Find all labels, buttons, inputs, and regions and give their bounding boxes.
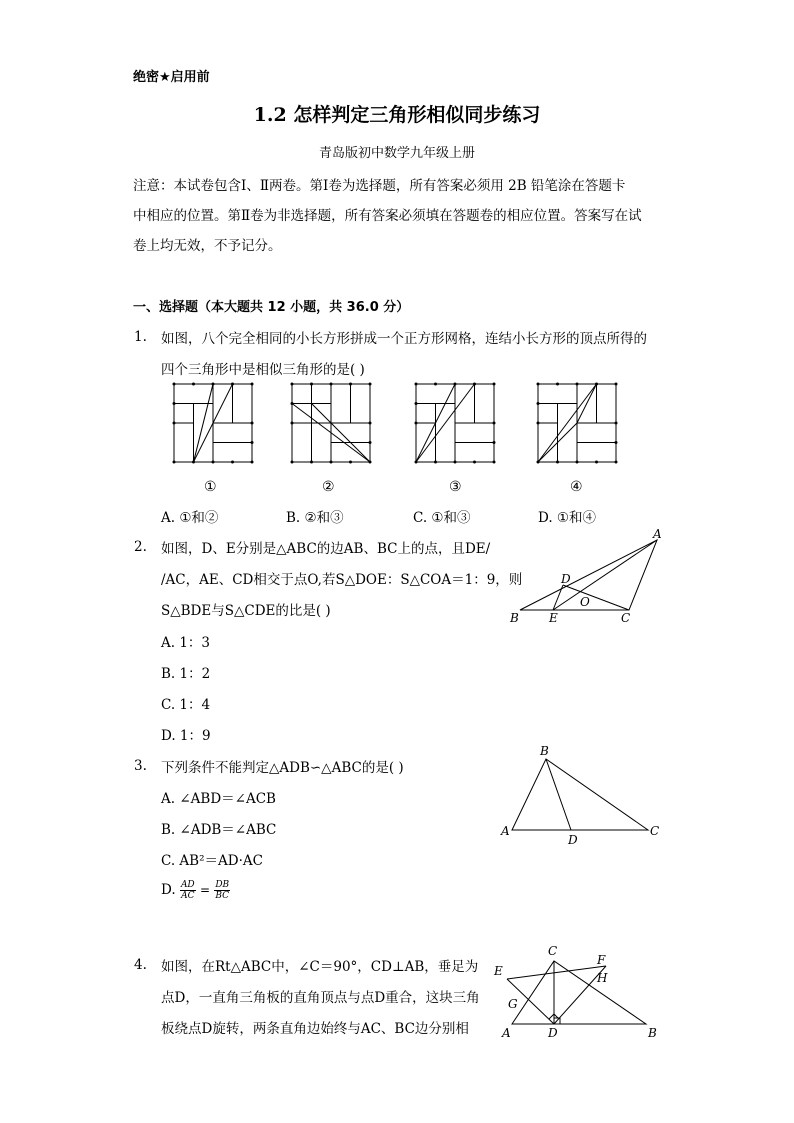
q2-label-o: O [580,595,590,609]
q3-fraction-numerator-2: DB [215,880,230,890]
q1-number: 1. [134,329,147,345]
q3-label-d: D [568,833,578,847]
q1-figure-label-1: ① [204,479,217,495]
q2-label-b: B [510,611,519,625]
page-title: 1.2 怎样判定三角形相似同步练习 [253,104,541,126]
q2-option-a[interactable]: A. 1：3 [161,635,211,651]
q3-option-b[interactable]: B. ∠ADB＝∠ABC [161,822,277,838]
q2-option-d[interactable]: D. 1：9 [161,728,211,744]
q2-stem-line-2: /AC，AE、CD相交于点O,若S△DOE：S△COA＝1：9，则 [161,572,523,588]
q3-fraction-ad-ac [180,880,196,901]
q2-label-a: A [653,527,662,541]
q2-option-c[interactable]: C. 1：4 [161,697,211,713]
q3-stem: 下列条件不能判定△ADB∽△ABC的是( ) [161,760,404,776]
q4-stem-line-3: 板绕点D旋转，两条直角边始终与AC、BC边分别相 [161,1021,469,1037]
q1-figure-1 [174,384,254,464]
q4-label-h: H [597,971,608,985]
q2-label-e: E [549,611,558,625]
q1-figure-label-4: ④ [570,479,583,495]
q4-label-c: C [548,944,558,958]
q4-stem-line-2: 点D，一直角三角板的直角顶点与点D重合，这块三角 [161,990,480,1006]
q2-label-d: D [561,572,571,586]
q4-label-b: B [648,1026,657,1040]
page-subtitle: 青岛版初中数学九年级上册 [318,146,475,161]
q1-figure-label-3: ③ [449,479,462,495]
q3-option-a[interactable]: A. ∠ABD＝∠ACB [161,791,276,807]
q2-option-b[interactable]: B. 1：2 [161,666,211,682]
section-heading: 一、选择题（本大题共 12 小题，共 36.0 分） [133,300,410,315]
q1-stem-line-1: 如图，八个完全相同的小长方形拼成一个正方形网格，连结小长方形的顶点所得的 [161,331,647,347]
q3-fraction-numerator-1: AD [180,880,195,890]
q3-fraction-denominator-2: BC [215,891,230,901]
q4-triangle-figure [494,940,669,1050]
q3-number: 3. [134,758,147,774]
q1-figure-3 [416,384,496,464]
q3-label-a: A [501,824,510,838]
q4-label-d: D [548,1026,558,1040]
q1-figure-label-2: ② [322,479,335,495]
q2-label-c: C [621,611,631,625]
q3-option-d[interactable] [161,880,230,901]
secret-label: 绝密★启用前 [133,70,210,85]
q4-number: 4. [134,957,147,973]
notice-line-1: 注意：本试卷包含Ⅰ、Ⅱ两卷。第Ⅰ卷为选择题，所有答案必须用 2B 铅笔涂在答题卡 [133,178,626,194]
q3-fraction-equals: = [199,883,211,897]
q1-option-c[interactable]: C. ①和③ [413,510,471,526]
q4-label-g: G [508,997,518,1011]
q3-label-b: B [540,744,549,758]
q4-label-a: A [502,1026,511,1040]
q3-option-c[interactable]: C. AB²＝AD·AC [161,853,263,869]
notice-line-3: 卷上均无效，不予记分。 [133,238,282,254]
q1-figure-2 [292,384,372,464]
q1-option-b[interactable]: B. ②和③ [286,510,344,526]
q3-fraction-denominator-1: AC [181,891,195,901]
q2-stem-line-3: S△BDE与S△CDE的比是( ) [161,603,331,619]
q2-number: 2. [134,539,147,555]
q4-label-e: E [494,964,503,978]
notice-line-2: 中相应的位置。第Ⅱ卷为非选择题，所有答案必须填在答题卷的相应位置。答案写在试 [133,208,642,224]
q3-option-d-prefix: D. [161,882,176,898]
q3-triangle-figure [500,742,670,852]
q1-stem-line-2: 四个三角形中是相似三角形的是( ) [161,362,365,378]
q1-figure-4 [538,384,618,464]
q1-option-d[interactable]: D. ①和④ [538,510,597,526]
q4-stem-line-1: 如图，在Rt△ABC中，∠C＝90°，CD⊥AB，垂足为 [161,959,479,975]
q3-label-c: C [650,824,660,838]
q4-label-f: F [597,953,606,967]
q2-triangle-figure [505,528,675,628]
q2-stem-line-1: 如图，D、E分别是△ABC的边AB、BC上的点，且DE/ [161,541,491,557]
q3-fraction-db-bc [214,880,230,901]
q1-option-a[interactable]: A. ①和② [161,510,219,526]
